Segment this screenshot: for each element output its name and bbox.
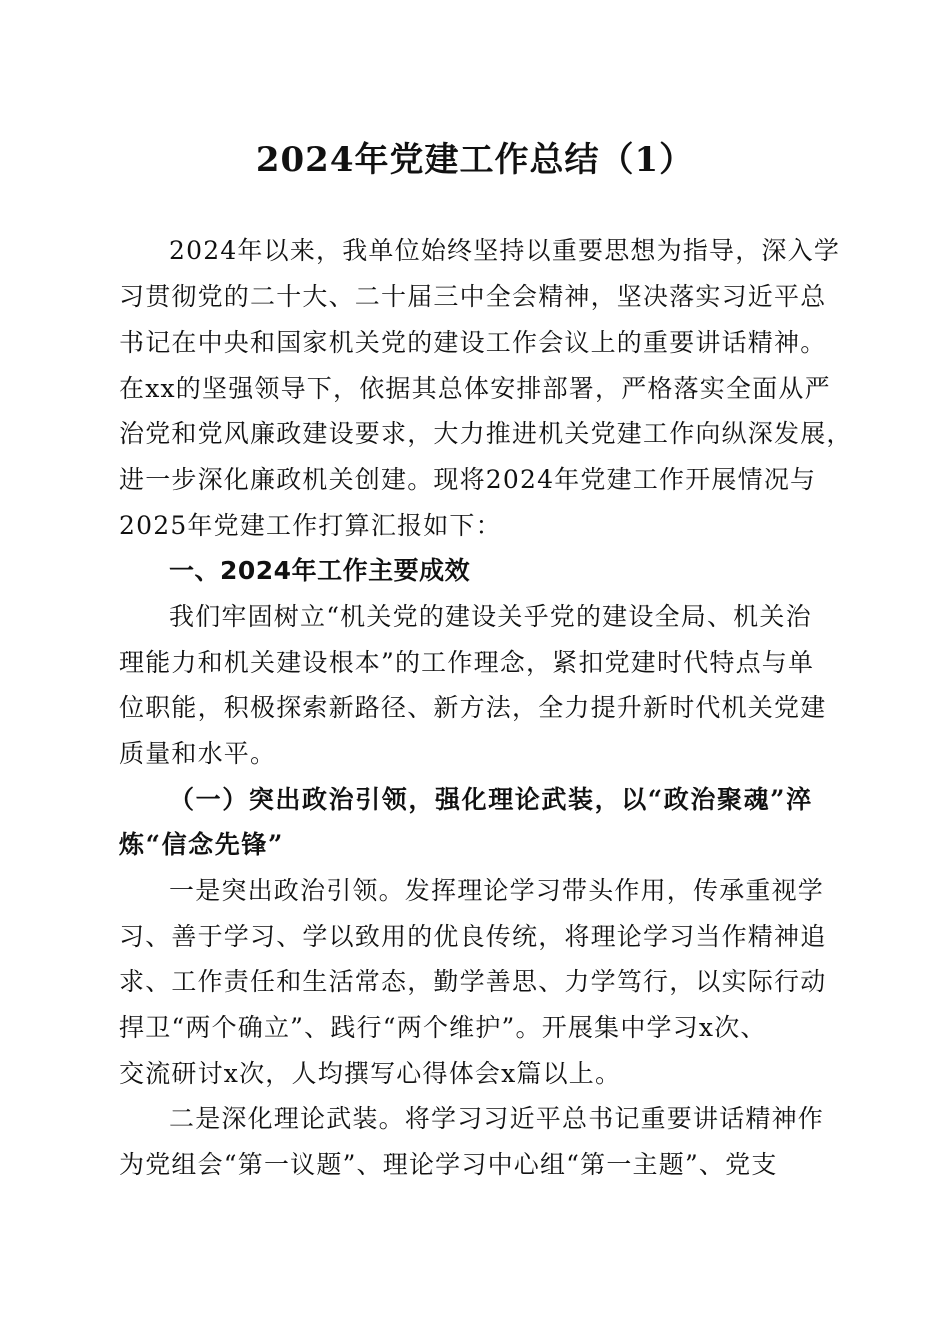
paragraph-line: 2025年党建工作打算汇报如下：	[119, 511, 502, 540]
paragraph-line: 捍卫“两个确立”、践行“两个维护”。开展集中学习x次、	[119, 1013, 767, 1042]
paragraph-line: 在xx的坚强领导下，依据其总体安排部署，严格落实全面从严	[119, 374, 831, 403]
paragraph-line: 求、工作责任和生活常态，勤学善思、力学笃行，以实际行动	[119, 967, 827, 996]
section-heading: 一、2024年工作主要成效	[169, 556, 471, 585]
paragraph-line: 质量和水平。	[119, 739, 277, 768]
paragraph-line: 书记在中央和国家机关党的建设工作会议上的重要讲话精神。	[119, 328, 827, 357]
subsection-heading: 炼“信念先锋”	[119, 830, 284, 859]
paragraph-line: 位职能，积极探索新路径、新方法，全力提升新时代机关党建	[119, 693, 827, 722]
paragraph-line: 治党和党风廉政建设要求，大力推进机关党建工作向纵深发展，	[119, 419, 853, 448]
paragraph-line: 习、善于学习、学以致用的优良传统，将理论学习当作精神追	[119, 922, 827, 951]
document-title: 2024年党建工作总结（1）	[255, 140, 695, 180]
paragraph-line: 一是突出政治引领。发挥理论学习带头作用，传承重视学	[169, 876, 825, 905]
subsection-heading: （一）突出政治引领，强化理论武装，以“政治聚魂”淬	[169, 785, 813, 814]
paragraph-line: 为党组会“第一议题”、理论学习中心组“第一主题”、党支	[119, 1150, 778, 1179]
paragraph-line: 交流研讨x次，人均撰写心得体会x篇以上。	[119, 1059, 622, 1088]
paragraph-line: 理能力和机关建设根本”的工作理念，紧扣党建时代特点与单	[119, 648, 815, 677]
paragraph-line: 进一步深化廉政机关创建。现将2024年党建工作开展情况与	[119, 465, 817, 494]
paragraph-line: 2024年以来，我单位始终坚持以重要思想为指导，深入学	[169, 236, 841, 265]
paragraph-line: 习贯彻党的二十大、二十届三中全会精神，坚决落实习近平总	[119, 282, 827, 311]
paragraph-line: 我们牢固树立“机关党的建设关乎党的建设全局、机关治	[169, 602, 812, 631]
paragraph-line: 二是深化理论武装。将学习习近平总书记重要讲话精神作	[169, 1104, 825, 1133]
